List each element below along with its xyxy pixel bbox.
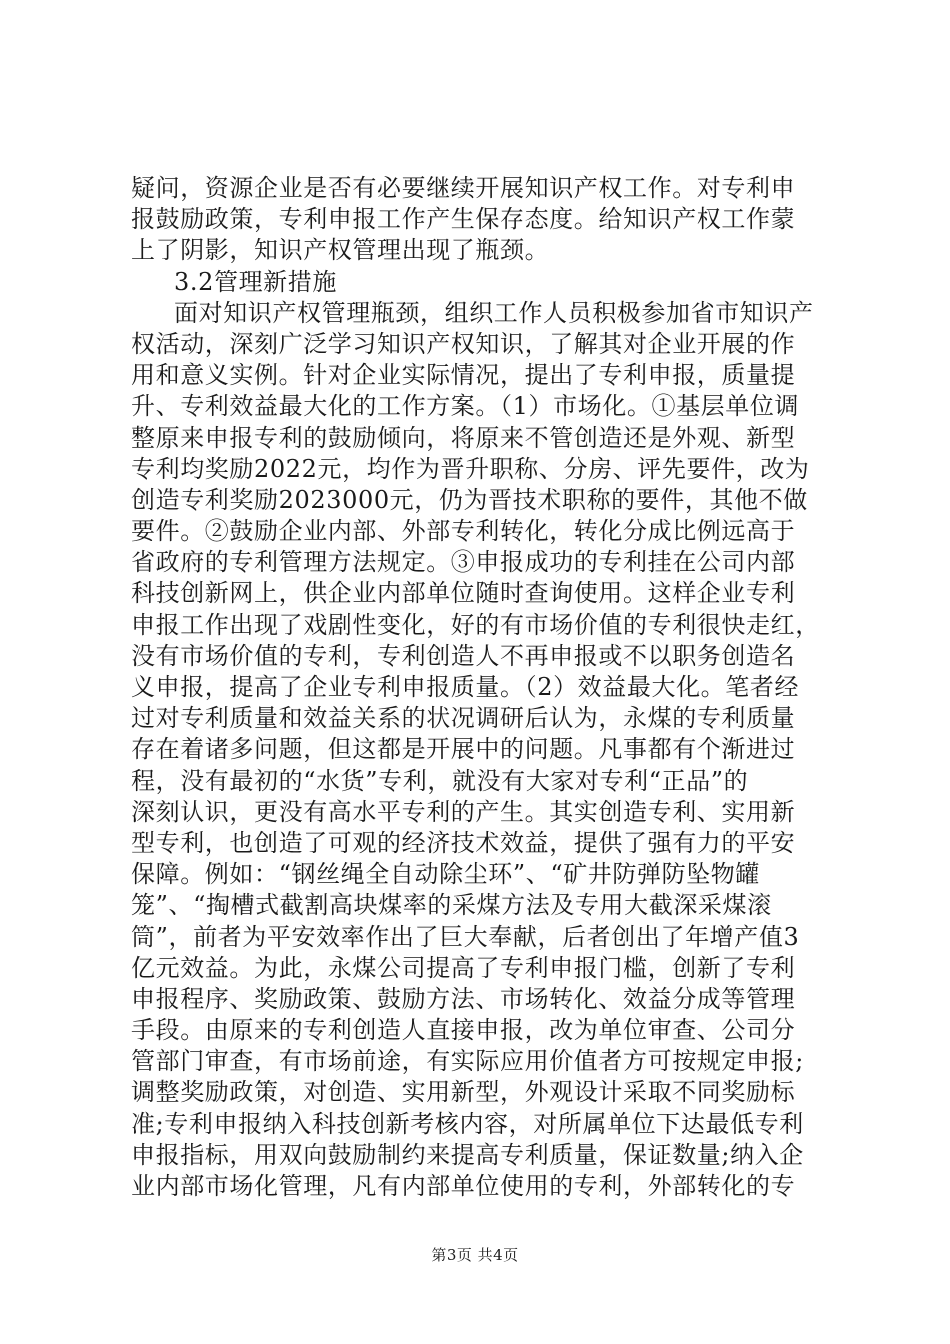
text-line: 过对专利质量和效益关系的状况调研后认为，永煤的专利质量 — [131, 704, 796, 733]
text-line: 筒”，前者为平安效率作出了巨大奉献，后者创出了年增产值3 — [131, 922, 800, 951]
section-heading: 3.2管理新措施 — [174, 267, 337, 296]
text-line: 亿元效益。为此，永煤公司提高了专利申报门槛，创新了专利 — [131, 953, 796, 982]
text-line: 调整奖励政策，对创造、实用新型，外观设计采取不同奖励标 — [131, 1078, 796, 1107]
text-line: 准;专利申报纳入科技创新考核内容，对所属单位下达最低专利 — [131, 1109, 804, 1138]
text-line: 申报工作出现了戏剧性变化，好的有市场价值的专利很快走红， — [131, 610, 820, 639]
text-line: 专利均奖励2022元，均作为晋升职称、分房、评先要件，改为 — [131, 454, 810, 483]
page-number-footer: 第3页 共4页 — [431, 1246, 519, 1264]
text-line: 手段。由原来的专利创造人直接申报，改为单位审查、公司分 — [131, 1016, 796, 1045]
text-line: 管部门审查，有市场前途，有实际应用价值者方可按规定申报; — [131, 1047, 804, 1076]
text-line: 业内部市场化管理，凡有内部单位使用的专利，外部转化的专 — [131, 1172, 796, 1200]
text-line: 整原来申报专利的鼓励倾向，将原来不管创造还是外观、新型 — [131, 423, 796, 452]
text-line: 程，没有最初的“水货”专利，就没有大家对专利“正品”的 — [131, 766, 749, 795]
text-line: 申报指标，用双向鼓励制约来提高专利质量，保证数量;纳入企 — [131, 1140, 804, 1169]
text-line: 创造专利奖励2023000元，仍为晋技术职称的要件，其他不做 — [131, 485, 808, 514]
text-line: 保障。例如：“钢丝绳全自动除尘环”、“矿井防弹防坠物罐 — [131, 860, 761, 889]
text-line: 没有市场价值的专利，专利创造人不再申报或不以职务创造名 — [131, 641, 796, 670]
text-line: 笼”、“掏槽式截割高块煤率的采煤方法及专用大截深采煤滚 — [131, 891, 772, 920]
text-line: 面对知识产权管理瓶颈，组织工作人员积极参加省市知识产 — [174, 298, 814, 327]
text-line: 用和意义实例。针对企业实际情况，提出了专利申报，质量提 — [131, 361, 796, 390]
text-line: 上了阴影，知识产权管理出现了瓶颈。 — [131, 236, 550, 265]
text-line: 疑问，资源企业是否有必要继续开展知识产权工作。对专利申 — [131, 174, 796, 202]
text-line: 省政府的专利管理方法规定。③申报成功的专利挂在公司内部 — [131, 548, 796, 577]
text-line: 型专利，也创造了可观的经济技术效益，提供了强有力的平安 — [131, 828, 796, 857]
text-line: 义申报，提高了企业专利申报质量。（2）效益最大化。笔者经 — [131, 673, 800, 701]
document-body — [131, 173, 831, 1202]
text-line: 深刻认识，更没有高水平专利的产生。其实创造专利、实用新 — [131, 797, 796, 826]
text-line: 科技创新网上，供企业内部单位随时查询使用。这样企业专利 — [131, 579, 796, 608]
text-line: 要件。②鼓励企业内部、外部专利转化，转化分成比例远高于 — [131, 517, 796, 546]
text-line: 报鼓励政策，专利申报工作产生保存态度。给知识产权工作蒙 — [131, 205, 796, 234]
text-line: 申报程序、奖励政策、鼓励方法、市场转化、效益分成等管理 — [131, 984, 796, 1013]
text-line: 升、专利效益最大化的工作方案。（1）市场化。①基层单位调 — [131, 392, 800, 421]
text-line: 存在着诸多问题，但这都是开展中的问题。凡事都有个渐进过 — [131, 735, 796, 764]
text-line: 权活动，深刻广泛学习知识产权知识，了解其对企业开展的作 — [131, 329, 796, 358]
